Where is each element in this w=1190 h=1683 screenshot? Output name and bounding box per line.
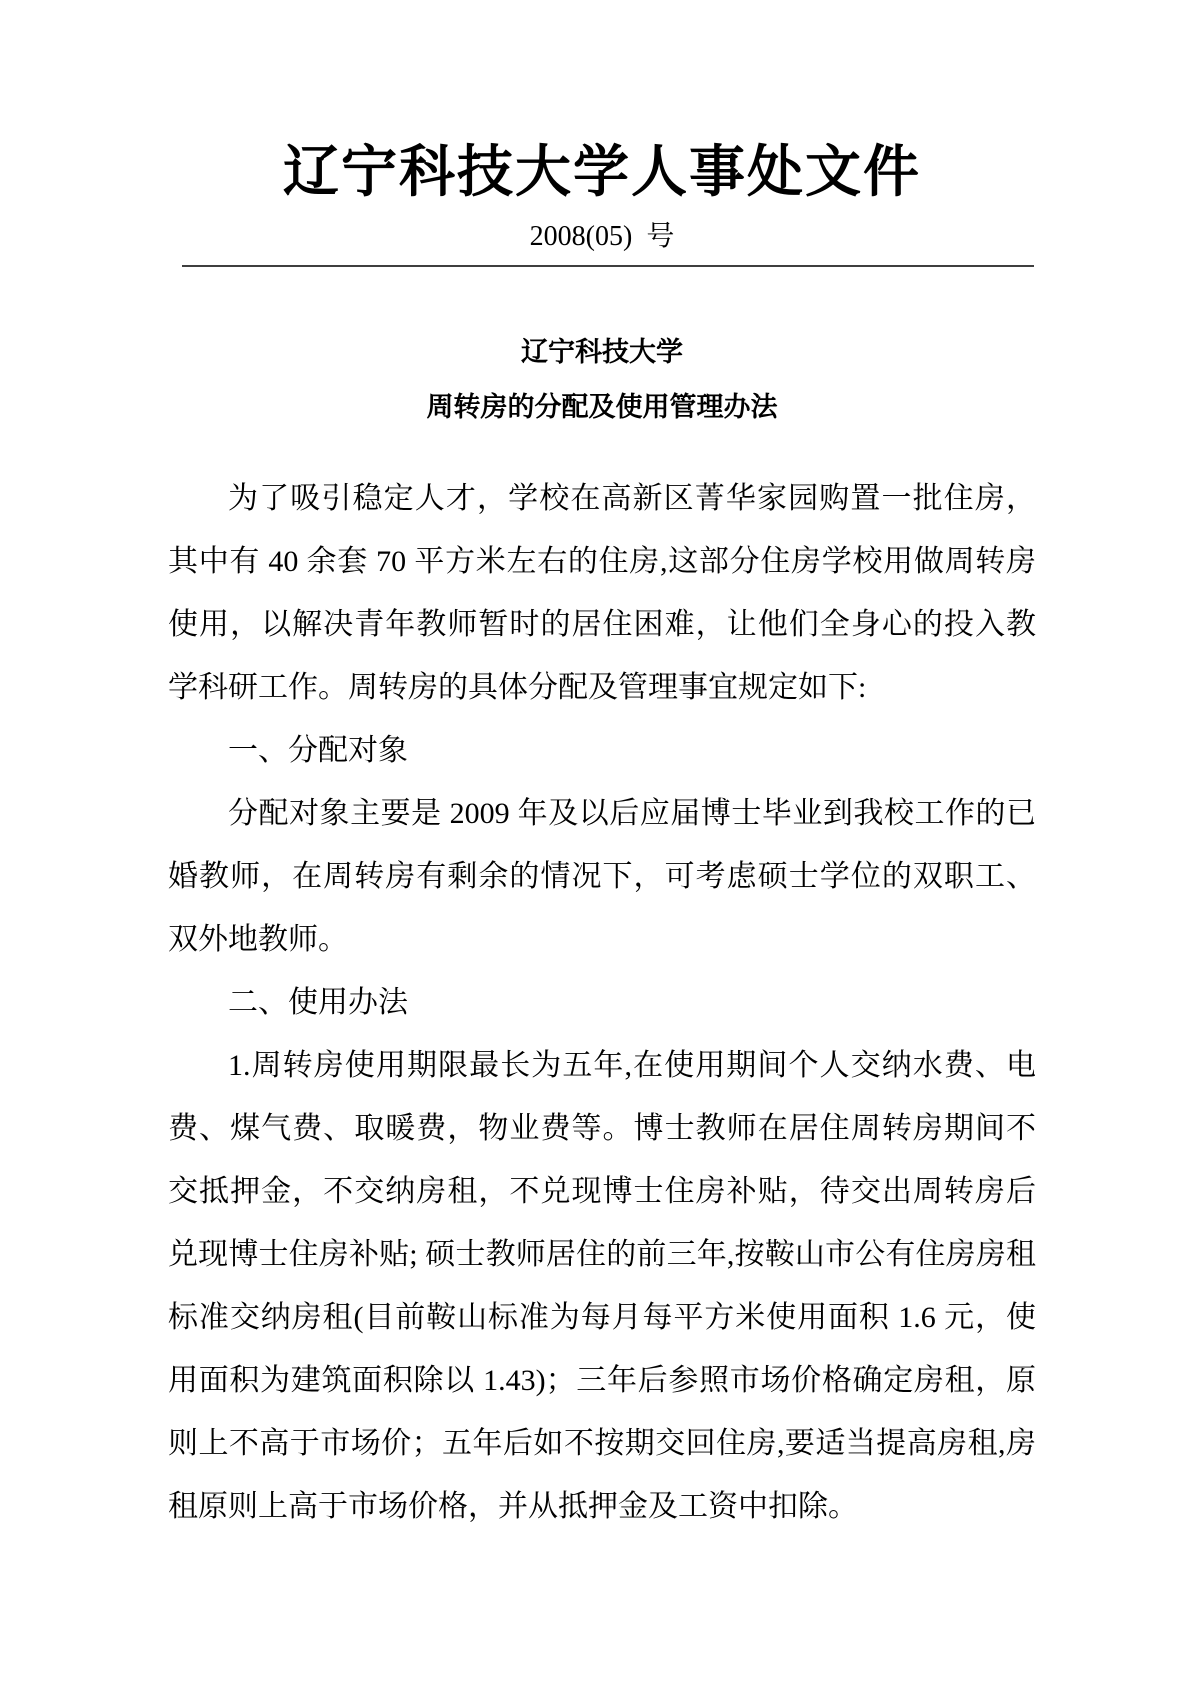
section-2-body: 1.周转房使用期限最长为五年,在使用期间个人交纳水费、电费、煤气费、取暖费，物业费等。博士教师在居住周转房期间不交抵押金，不交纳房租，不兑现博士住房补贴，待交出周转房后兑现博士住房补贴; 硕士教师居住的前三年,按鞍山市公有住房房租标准交纳房租(目前鞍山标准为每月每平方米使用面积 1.6 元，使用面积为建筑面积除以 1.43)；三年后参照市场价格确定房租，原则上不高于市场价；五年后如不按期交回住房,要适当提高房租,房租原则上高于市场价格，并从抵押金及工资中扣除。 <box>168 1048 1036 1523</box>
doc-title-line2: 周转房的分配及使用管理办法 <box>426 391 778 422</box>
doc-number: 2008(05) 号 <box>529 220 675 252</box>
paragraph-intro: 为了吸引稳定人才，学校在高新区菁华家园购置一批住房，其中有 40 余套 70 平方米左右的住房,这部分住房学校用做周转房使用，以解决青年教师暂时的居住困难，让他们全身心的投入教学科研工作。周转房的具体分配及管理事宜规定如下: <box>168 481 1036 704</box>
section-1-heading: 一、分配对象 <box>228 733 408 767</box>
doc-title-line1: 辽宁科技大学 <box>521 336 683 367</box>
header-divider <box>182 265 1034 267</box>
org-title: 辽宁科技大学人事处文件 <box>283 142 921 204</box>
document-header <box>168 0 1036 267</box>
document-content <box>168 0 1036 1538</box>
section-1-body: 分配对象主要是 2009 年及以后应届博士毕业到我校工作的已婚教师，在周转房有剩余的情况下，可考虑硕士学位的双职工、双外地教师。 <box>168 796 1036 956</box>
document-body <box>168 467 1036 1538</box>
section-2-heading: 二、使用办法 <box>228 985 408 1019</box>
